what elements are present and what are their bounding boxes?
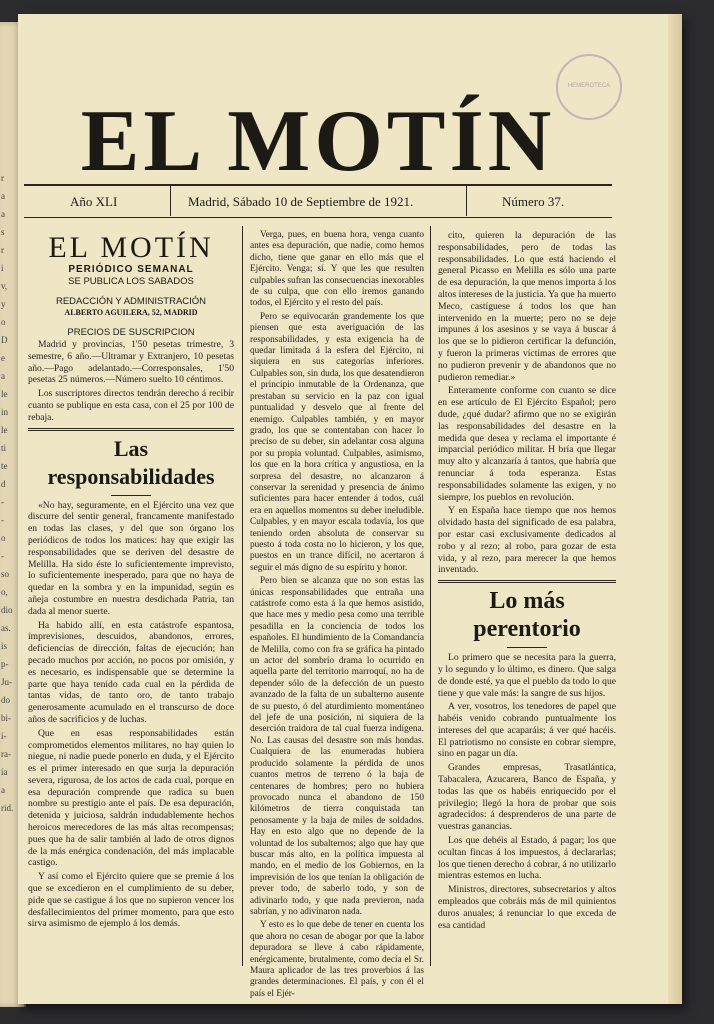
title-rule <box>111 495 151 496</box>
column-divider <box>242 226 243 966</box>
spine-text-fragment: dio <box>1 605 13 615</box>
issue-date: Madrid, Sábado 10 de Septiembre de 1921. <box>188 194 414 209</box>
spine-text-fragment: ía <box>1 767 8 777</box>
spine-text-fragment: is <box>1 641 8 651</box>
info-divider <box>170 186 171 216</box>
spine-text-fragment: r <box>1 245 4 255</box>
prices-text: Madrid y provincias, 1'50 pesetas trimestre, 3 semestre, 6 año.—Ultramar y Extranjero, 10 pesetas año.—Pago adelantado.—Corresponsales, 1'50 pesetas 25 números.—Número suelto 10 céntimos. <box>28 338 234 386</box>
spine-text-fragment: - <box>1 497 4 507</box>
spine-text-fragment: p- <box>1 659 9 669</box>
article-paragraph: Y esto es lo que debe de tener en cuenta los que ahora no cesan de abogar por que la labor depuradora se lleve á cabo rápidamente, enérgicamente, brutalmente, como decía el Sr. Maura aplicador de las tres proverbios á las grandes determinaciones. El país, y con él el país el Ejér- <box>250 920 424 999</box>
spine-text-fragment: e <box>1 353 5 363</box>
article-paragraph: A ver, vosotros, los tenedores de papel que habéis venido cobrando puntualmente los intereses del que acaparáis; á ver qué hacéis. El patriotismo no consiste en cobrar siempre, sino en pagar un día. <box>438 701 616 760</box>
article-paragraph: Grandes empresas, Trasatlántica, Tabacalera, Azucarera, Banco de España, y todas las que os habéis enriquecido por el privilegio; llegó la hora de probar que sois agradecidos: á desprenderos de una parte de vuestras ganancias. <box>438 762 616 833</box>
article-paragraph: Pero se equivocarán grandemente los que piensen que esta averiguación de las responsabilidades, y esta exigencia ha de quedar limitada á la esfera del Ejército, ni siquiera en sus categorías inferiores. Culpables son, sin duda, los que desatendieron el principio inmutable de la Ordenanza, que prestaban su servicio en la paz con igual puntualidad y desvelo que al frente del enemigo. Culpables también, y en mayor grado, los que se contentaban con hacer lo preciso de su deber, sin adelantar cosa alguna por su propia voluntad. Culpables, asimismo, los que en la hora crítica y angustiosa, en la sorpresa del desastre, no alcanzaron á conservar la serenidad y presencia de ánimo suficientes para hacer entender á todos, cuál era en aquellos momentos su deber ineludible. Culpables, y en mayor escala todavía, los que teniendo orden absoluta de conservar su puesto á toda costa no lo hicieron, y los que, puestos en un trance difícil, no acertaron á seguir el más digno de su espíritu y honor. <box>250 311 424 573</box>
info-divider <box>466 186 467 216</box>
article-paragraph: Pero bien se alcanza que no son estas las únicas responsabilidades que entraña una catástrofe como esta á la que hemos asistido, que hace mes y medio pesa como una terrible pesadilla en la conciencia de todos los españoles. El hundimiento de la Comandancia de Melilla, como con fra se gráfica ha pintado un actor del sombrío drama lo ocurrido en aquella parte del territorio marroquí, no ha de depender sólo de la defección de un puesto avanzado de la falta de un subalterno ausente de su puesto, ó del aturdimiento momentáneo del jefe de una posición, ni siquiera de la deserción traidora de tal cual fuerza indígena. No. Las causas del desastre son más hondas. Cualquiera de las enumeradas hubiera producido solamente la pérdida de unos cuantos metros de terreno ó la baja de centenares de hombres; pero no hubiera provocado nunca el abandono de 150 kilómetros de tierra conquistada tan penosamente y la baja de miles de soldados. Hay en esto algo que no depende de la voluntad de los subalternos; algo que hay que buscar más alto, en la política impuesta al mando, en el medio de los Gobiernos, en la imprevisión de los que tenían la obligación de prever todo, de saberlo todo, y son de adivinarlo todo, y que nada previeron, nada sabrían, y no adivinaron nada. <box>250 576 424 917</box>
spine-text-fragment: le <box>1 389 8 399</box>
spine-text-fragment: rid. <box>1 803 14 813</box>
article-paragraph: Los que debéis al Estado, á pagar; los que ocultan fincas á los impuestos, á declararlas; los que tienen derecho á cobrar, á no utilizarlo mientras estemos en lucha. <box>438 835 616 882</box>
spine-text-fragment: bi- <box>1 713 11 723</box>
title-rule <box>507 647 547 648</box>
masthead-top-rule <box>24 184 612 186</box>
sidebar-line-1: PERIÓDICO SEMANAL <box>68 264 194 275</box>
article-title: Las responsabilidades <box>47 435 215 489</box>
library-stamp <box>556 54 622 120</box>
issue-year: Año XLI <box>70 194 118 209</box>
issue-number: Número 37. <box>502 194 565 209</box>
spine-text-fragment: d <box>1 479 6 489</box>
spine-text-fragment: o <box>1 533 6 543</box>
spine-text-fragment: le <box>1 425 8 435</box>
stamp-text: HEMEROTECA <box>567 83 611 89</box>
spine-text-fragment: Ju- <box>1 677 12 687</box>
spine-text-fragment: D <box>1 335 8 345</box>
sidebar-line-4: ALBERTO AGUILERA, 52, MADRID <box>64 308 198 318</box>
section-rule <box>28 428 234 431</box>
article-paragraph: Y en España hace tiempo que nos hemos olvidado hasta del significado de esa palabra, por estar casi exclusivamente dedicados al robo y al rezo; al robo, para gozar de esta vida, y al rezo, para merecer la que hemos inventado. <box>438 505 616 576</box>
spine-text-fragment: o <box>1 317 6 327</box>
spine-text-fragment: in <box>1 407 9 417</box>
spine-text-fragment: te <box>1 461 8 471</box>
sidebar-line-3: REDACCIÓN Y ADMINISTRACIÓN <box>55 295 207 307</box>
article-paragraph: Que en esas responsabilidades están comprometidos elementos militares, no hay quien lo niegue, ni nadie puede ponerlo en duda, y el Ejército es el primer interesado en que surja la depuración severa, rigurosa, de los actos de cada cual, porque en esa depuración comprende que radica su buen nombre su prestigio ante el país. De esa depuración, detenida y juiciosa, saldrán indudablemente hechos heroicos merecedores de las más altas recompensas; pues que ha de salir también al lado de otros dignos de la más enérgica condenación, del más implacable castigo. <box>28 727 234 869</box>
article-paragraph: Y así como el Ejército quiere que se premie á los que se excedieron en el cumplimiento de su deber, pide que se castigue á los que no supieron vencer los desfallecimientos del primer momento, para que esto sirva asimismo de ejemplo á los demás. <box>28 871 234 930</box>
newspaper-page <box>18 14 682 1004</box>
article-paragraph: «No hay, seguramente, en el Ejército una vez que discurre del sentir general, francamente manifestado en todas las clases, y del que son órgano los periódicos de todos los matices: hay que exigir las responsabilidades que se deriven del desastre de Melilla. Ha sido éste lo suficientemente imprevisto, lo suficientemente inesperado, para que no haya de quedar en la sombra y en la impunidad, según es añeja costumbre en nuestra desdichada Patria, tan dada al menor suerte. <box>28 499 234 617</box>
section-rule <box>438 580 616 583</box>
column-3 <box>438 230 616 933</box>
spine-text-fragment: do <box>1 695 10 705</box>
spine-text-fragment: ti <box>1 443 7 453</box>
masthead-title: EL MOTÍN <box>80 93 556 190</box>
spine-text-fragment: r <box>1 173 4 183</box>
spine-text-fragment: so <box>1 569 10 579</box>
spine-text-fragment: y <box>1 299 6 309</box>
column-2 <box>250 230 424 1002</box>
article-paragraph: cito, quieren la depuración de las responsabilidades, pero de todas las responsabilidades. Lo que está haciendo el general Picasso en Melilla es sólo una parte de esa depuración, la que menos importa á los altos intereses de la justicia. Ya que ha muerto Meco, castíguese á todos los que han intervenido en la muerte; pero no se deje impunes á los asesinos y se vaya á buscar á los que se lo pidieron certificar la defunción, y fueron la primeras víctimas de errores que no pudieron prevenir y de abandonos que no pudieron remediar.» <box>438 230 616 383</box>
spine-text-fragment: o, <box>1 587 8 597</box>
page-edge <box>668 14 682 1004</box>
spine-text-fragment: s <box>1 227 5 237</box>
masthead-bottom-rule <box>24 217 612 218</box>
spine-text-fragment: a <box>1 785 5 795</box>
spine-text-fragment: - <box>1 515 4 525</box>
spine-text-fragment: a <box>1 209 5 219</box>
article-title: Lo más perentorio <box>473 588 581 643</box>
article-paragraph: Verga, pues, en buena hora, venga cuanto antes esa depuración, que nadie, como hemos dicho, tiene que ganar en ello más que el Ejército. Venga; sí. Y que les que resulten culpables sufran las consecuencias inexorables de su culpa, que con ello iremos ganando todos, el Ejército y el resto del país. <box>250 230 424 309</box>
spine-text-fragment: i <box>1 263 4 273</box>
column-divider <box>430 226 431 966</box>
spine-text-fragment: a <box>1 371 5 381</box>
prices-title: PRECIOS DE SUSCRIPCION <box>67 327 195 339</box>
spine-text-fragment: í- <box>1 731 7 741</box>
spine-text-fragment: v, <box>1 281 8 291</box>
spine-text-fragment: ra- <box>1 749 11 759</box>
article-paragraph: Ha habido allí, en esta catástrofe espantosa, imprevisiones, descuidos, abandonos, errores, deficiencias de dirección, faltas de ejecución; han pecado muchos por acción, no pocos por omisión, y es necesario, es indispensable que se determine la parte que haya tenido cada cual en la pérdida de tantas vidas, de tanto oro, de tanto trabajo generosamente acumulado en el transcurso de doce años de sacrificios y de luchas. <box>28 619 234 725</box>
sidebar-paper-name: EL MOTÍN <box>48 231 214 264</box>
spine-text-fragment: a <box>1 191 5 201</box>
article-paragraph: Lo primero que se necesita para la guerra, y lo segundo y lo último, es dinero. Que salga de donde esté, ya que el pueblo da todo lo que tiene y que vale más: la sangre de sus hijos. <box>438 652 616 699</box>
spine-text-fragment: - <box>1 551 4 561</box>
sidebar-line-2: SE PUBLICA LOS SABADOS <box>68 275 194 287</box>
spine-text-fragment: as. <box>1 623 11 633</box>
prices-note: Los suscriptores directos tendrán derecho á recibir cuanto se publique en esta casa, con el 25 por 100 de rebaja. <box>28 388 234 423</box>
column-1 <box>28 232 234 932</box>
article-paragraph: Enteramente conforme con cuanto se dice en ese artículo de El Ejército Español; pero dude, ¿qué dudar? afirmo que no se exigirán las responsabilidades del desastre en la medida que desea y reclama el importante é imparcial periódico militar. H bría que llegar muy alto y alcanzaría á tantos, que habría que renunciar á toda esperanza. Estas responsabilidades solamente las exigen, y no siempre, los pueblos en revolución. <box>438 385 616 503</box>
article-paragraph: Ministros, directores, subsecretarios y altos empleados que cobráis más de mil quinientos duros anuales; á renunciar lo que exceda de esa cantidad <box>438 884 616 931</box>
